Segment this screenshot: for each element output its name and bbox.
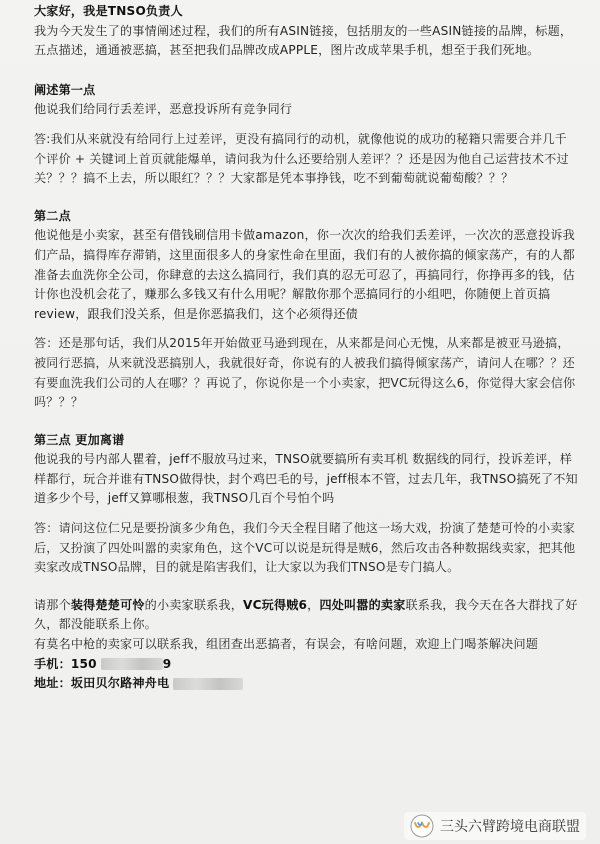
phone-prefix: 150 — [70, 656, 97, 671]
document-title: 大家好，我是TNSO负责人 — [34, 4, 183, 18]
emphasis-clamoring-seller: 四处叫嚣的卖家 — [319, 597, 406, 612]
watermark-text: 三头六臂跨境电商联盟 — [440, 819, 580, 835]
address-row — [34, 674, 578, 694]
phone-row — [34, 655, 578, 675]
wechat-channel-icon — [410, 814, 434, 838]
section-1-answer: 答:我们从来就没有给同行上过差评，更没有搞同行的动机，就像他说的成功的秘籍只需要合并几千个评价 + 关键词上首页就能爆单，请问我为什么还要给别人差评？？还是因为他自己运营技术不过关？？？搞不上去，所以眼红？？？大家都是凭本事挣钱，吃不到葡萄就说葡萄酸？？？ — [34, 131, 569, 186]
phone-label: 手机： — [34, 656, 71, 671]
address-redaction — [173, 678, 243, 690]
section-1-heading: 阐述第一点 — [34, 82, 96, 97]
section-3-heading: 第三点 更加离谱 — [34, 432, 125, 447]
intro-paragraph: 我为今天发生了的事情阐述过程，我们的所有ASIN链接，包括朋友的一些ASIN链接的品牌，标题，五点描述，通通被恶搞，甚至把我们品牌改成APPLE，图片改成苹果手机，想至于我们死地。 — [34, 23, 573, 58]
section-2-claim: 他说他是小卖家，甚至有借钱刷信用卡做amazon，你一次次的给我们丢差评，一次次的恶意投诉我们产品，搞得库存滞销，这里面很多人的身家性命在里面，我们有的人被你搞的倾家荡产，有的人都准备去血洗你全公司，你肆意的去这么搞同行，我们真的忍无可忍了，再搞同行，你挣再多的钱，估计你也没机会花了，赚那么多钱又有什么用呢？解散你那个恶搞同行的小组吧，你随便上首页搞review，跟我们没关系，但是你恶搞我们，这个必须得还债 — [34, 228, 575, 321]
phone-redaction — [101, 658, 163, 670]
article-body — [34, 2, 578, 694]
section-3-answer: 答：请问这位仁兄是要扮演多少角色，我们今天全程目睹了他这一场大戏，扮演了楚楚可怜的小卖家后，又扮演了四处叫嚣的卖家角色，这个VC可以说是玩得是贼6，然后攻击各种数据线卖家，把其他卖家改成TNSO品牌，目的就是陷害我们，让大家以为我们TNSO是专门搞人。 — [34, 521, 576, 575]
address-text: 坂田贝尔路神舟电 — [70, 676, 170, 691]
emphasis-pitiful-seller: 装得楚楚可怜 — [70, 597, 145, 612]
closing-paragraph-2: 有莫名中枪的卖家可以联系我，组团查出恶搞者，有误会，有啥问题，欢迎上门喝茶解决问题 — [34, 637, 539, 652]
closing-paragraph-1: 请那个装得楚楚可怜的小卖家联系我，VC玩得贼6，四处叫嚣的卖家联系我，我今天在各大群找了好久，都没能联系上你。 — [34, 597, 578, 632]
section-1-claim: 他说我们给同行丢差评，恶意投诉所有竞争同行 — [34, 102, 293, 117]
section-2-answer: 答：还是那句话，我们从2015年开始做亚马逊到现在，从来都是问心无愧，从来都是被亚马逊搞，被同行恶搞，从来就没恶搞别人，我就很好奇，你说有的人被我们搞得倾家荡产，请问人在哪？？还有要血洗我们公司的人在哪？？再说了，你说你是一个小卖家，把VC玩得这么6，你觉得大家会信你吗？？？ — [34, 336, 576, 410]
address-label: 地址： — [34, 676, 71, 691]
emphasis-vc: VC玩得贼6 — [243, 597, 308, 612]
section-2-heading: 第二点 — [34, 208, 71, 223]
watermark — [404, 812, 586, 840]
phone-suffix: 9 — [162, 656, 172, 671]
section-3-claim: 他说我的号内部人瞿着，jeff不服放马过来，TNSO就要搞所有卖耳机 数据线的同行，投诉差评，样样都行，玩合并谁有TNSO做得快，封个鸡巴毛的号，jeff根本不管，过去几年，我TNSO搞死了不知道多少个号，jeff又算哪根葱，我TNSO几百个号怕个吗 — [34, 452, 578, 506]
